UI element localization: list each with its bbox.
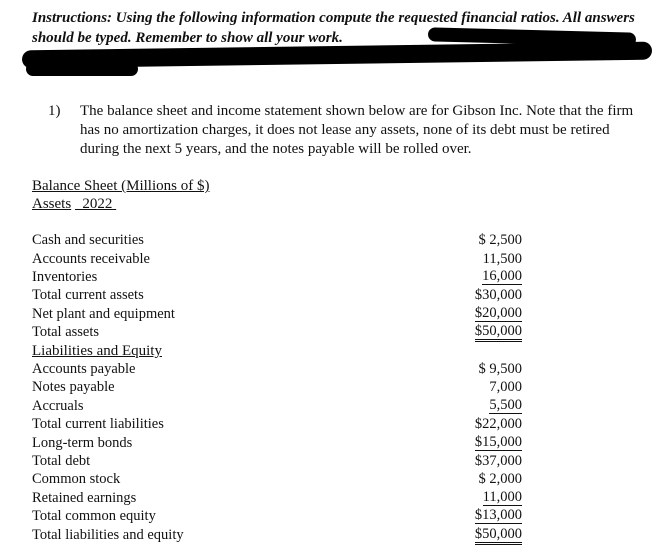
row-value: 16,000 — [482, 268, 522, 284]
assets-header-row — [32, 195, 116, 213]
row-value: $30,000 — [474, 287, 522, 303]
row-value: $50,000 — [475, 526, 522, 545]
row-label: Notes payable — [32, 379, 115, 395]
row-value: $20,000 — [474, 305, 522, 321]
row-value: $ 9,500 — [478, 361, 522, 377]
balance-row — [32, 452, 522, 470]
row-label: Retained earnings — [32, 490, 137, 506]
balance-row — [32, 378, 522, 396]
row-value: $50,000 — [475, 323, 522, 342]
liabilities-header: Liabilities and Equity — [32, 343, 162, 359]
row-label: Total liabilities and equity — [32, 527, 184, 543]
row-value: $13,000 — [474, 507, 522, 523]
row-label: Total debt — [32, 453, 91, 469]
row-value: $15,000 — [474, 434, 522, 450]
balance-row — [32, 434, 522, 452]
balance-row — [32, 415, 522, 433]
balance-row — [32, 360, 522, 378]
row-label: Accounts payable — [32, 361, 136, 377]
row-label: Common stock — [32, 471, 121, 487]
balance-row — [32, 397, 522, 415]
year-label: 2022 — [82, 196, 113, 212]
assets-header: Assets — [32, 196, 72, 212]
balance-row — [32, 305, 522, 323]
row-value: $22,000 — [474, 416, 522, 432]
balance-row — [32, 286, 522, 304]
row-value: 11,000 — [482, 489, 522, 505]
question-number: 1) — [48, 103, 61, 119]
row-label: Total common equity — [32, 508, 156, 524]
row-label: Long-term bonds — [32, 435, 133, 451]
balance-row — [32, 323, 522, 341]
balance-sheet-title: Balance Sheet (Millions of $) — [32, 178, 210, 194]
row-label: Cash and securities — [32, 232, 144, 248]
redaction-mark-3 — [26, 62, 138, 76]
balance-row — [32, 470, 522, 488]
row-label: Accruals — [32, 398, 84, 414]
row-label: Net plant and equipment — [32, 306, 175, 322]
row-label: Total current assets — [32, 287, 144, 303]
balance-row — [32, 526, 522, 544]
row-label: Accounts receivable — [32, 251, 150, 267]
row-label: Inventories — [32, 269, 98, 285]
balance-row — [32, 250, 522, 268]
row-label: Total current liabilities — [32, 416, 164, 432]
row-value: $37,000 — [474, 453, 522, 469]
row-value: $ 2,500 — [478, 232, 522, 248]
row-value: $ 2,000 — [478, 471, 522, 487]
row-value: 5,500 — [489, 397, 522, 413]
balance-row — [32, 507, 522, 525]
row-value: 11,500 — [482, 251, 522, 267]
balance-row — [32, 231, 522, 249]
balance-row — [32, 268, 522, 286]
row-label: Total assets — [32, 324, 100, 340]
question-text: The balance sheet and income statement shown below are for Gibson Inc. Note that the firm has no amortization charges, it does not lease any assets, none of its debt must be retired during the next 5 years, and the notes payable will be rolled over. — [80, 103, 634, 157]
balance-row — [32, 489, 522, 507]
row-value: 7,000 — [489, 379, 522, 395]
instructions: Instructions: Using the following information compute the requested financial ratios. All answers should be typed. Remember to show all your work. — [32, 10, 635, 46]
